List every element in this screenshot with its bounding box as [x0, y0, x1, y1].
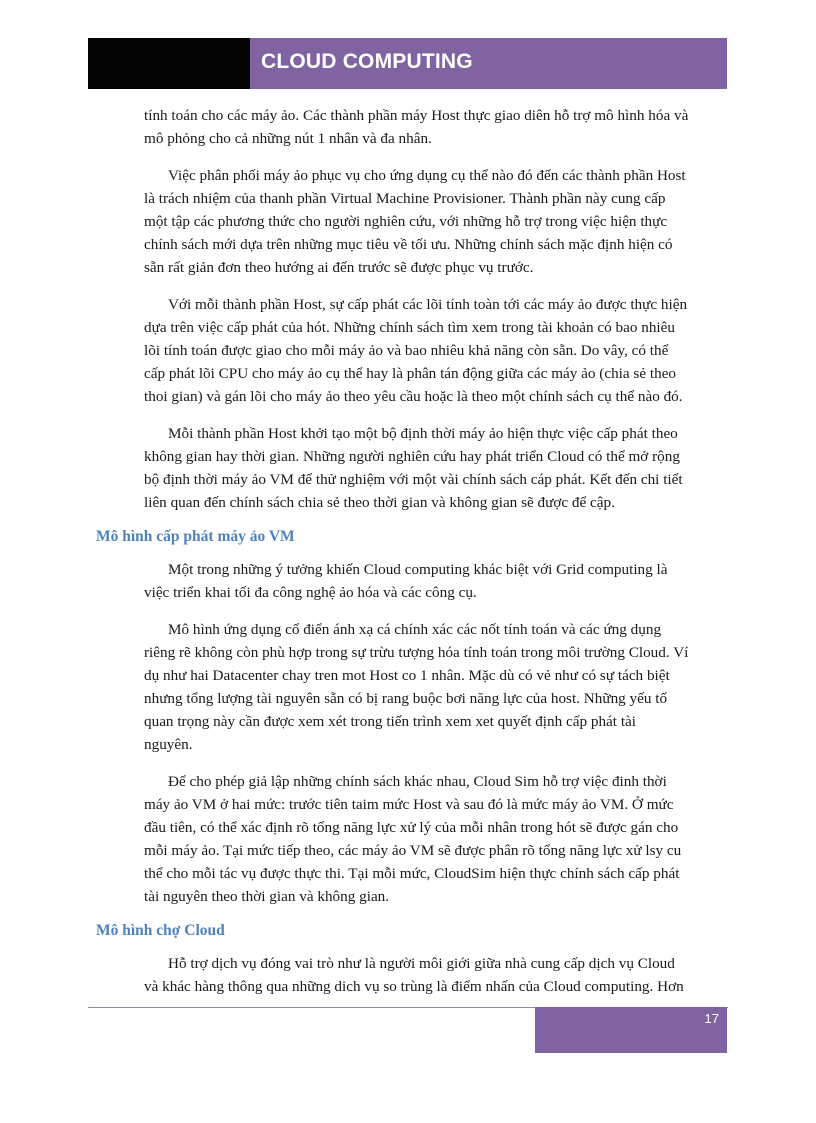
text-line: quan trọng này cần được xem xét trong tiến trình xem xet quyết định cấp phát tài: [144, 713, 636, 730]
text-line: chính sách mới dựa trên những mục tiêu về tối ưu. Những chính sách mặc định hiện có: [144, 236, 673, 253]
text-line: tính toán cho các máy ảo. Các thành phần máy Host thực giao diên hỗ trợ mô hình hóa và: [144, 107, 689, 124]
paragraph-2: [90, 164, 730, 279]
text-line: mô phỏng cho cả những nút 1 nhân và đa nhân.: [144, 130, 432, 147]
text-line: máy ảo VM ở hai mức: trước tiên taim mức Host và sau đó là mức máy ảo VM. Ở mức: [144, 796, 674, 813]
text-line: một tập các phương thức cho người nghiên cứu, với những hỗ trợ trong việc hiện thực: [144, 213, 668, 230]
text-line: liên quan đến chính sách chia sẻ theo thời gian và không gian sẽ được để cập.: [144, 494, 615, 511]
section1-paragraph-2: [90, 618, 730, 756]
paragraph-4: [90, 422, 730, 514]
text-line: sẵn rất giản đơn theo hướng ai đến trước sẽ được phục vụ trước.: [144, 259, 534, 276]
text-line: Để cho phép giả lập những chính sách khác nhau, Cloud Sim hỗ trợ việc đinh thời: [168, 773, 667, 790]
header-black-block: [88, 38, 250, 89]
section1-paragraph-3: [90, 770, 730, 908]
section-heading-vm-allocation: Mô hình cấp phát máy ảo VM: [96, 528, 295, 545]
page-content: [90, 104, 730, 1012]
text-line: cấp phát lõi CPU cho máy ảo cụ thể hay là phân tán động giữa các máy ảo (chia sẻ theo: [144, 365, 677, 382]
text-line: tài nguyên theo thời gian và không gian.: [144, 888, 390, 905]
text-line: thể cho mỗi tác vụ được thực thi. Tại mỗi mức, CloudSim hiện thực chính sách cấp phát: [144, 865, 680, 882]
text-line: đầu tiên, có thể xác định rõ tổng năng lực xử lý của mỗi nhân trong hót sẽ được gán cho: [144, 819, 679, 836]
paragraph-3: [90, 293, 730, 408]
section2-paragraph-1: [90, 952, 730, 998]
header-title: CLOUD COMPUTING: [261, 50, 473, 73]
text-line: Với mỗi thành phần Host, sự cấp phát các lõi tính toàn tới các máy ảo được thực hiện: [168, 296, 688, 313]
section-heading-cloud-market: Mô hình chợ Cloud: [96, 922, 225, 939]
text-line: nguyên.: [144, 736, 193, 753]
text-line: là trách nhiệm của thanh phần Virtual Machine Provisioner. Thành phần này cung cấp: [144, 190, 666, 207]
text-line: và khác hàng thông qua những dich vụ so trùng là điểm nhấn của Cloud computing. Hơn: [144, 978, 684, 995]
paragraph-1: [90, 104, 730, 150]
header-banner: [250, 38, 727, 89]
text-line: dụ như hai Datacenter chay tren mot Host co 1 nhân. Mặc dù có vẻ như có sự tách biệt: [144, 667, 670, 684]
text-line: Hỗ trợ dịch vụ đóng vai trò như là người môi giới giữa nhà cung cấp dịch vụ Cloud: [168, 955, 675, 972]
text-line: Một trong những ý tưởng khiến Cloud computing khác biệt với Grid computing là: [168, 561, 668, 578]
text-line: thoi gian) và gán lõi cho máy ảo theo yêu cầu hoặc là theo một chính sách cụ thể nào đó.: [144, 388, 683, 405]
text-line: nhưng tổng lượng tài nguyên sẵn có bị rang buộc bơi năng lực của host. Những yếu tố: [144, 690, 668, 707]
text-line: không gian hay thời gian. Những người nghiên cứu hay phát triển Cloud có thể mở rộng: [144, 448, 680, 465]
text-line: việc triển khai tối đa công nghệ ảo hóa và các công cụ.: [144, 584, 477, 601]
text-line: riêng rẽ không còn phù hợp trong sự trừu tượng hóa tính toán trong môi trường Cloud. Ví: [144, 644, 689, 661]
section1-paragraph-1: [90, 558, 730, 604]
text-line: mỗi máy ảo. Tại mức tiếp theo, các máy ảo VM sẽ được phân rõ tổng năng lực xử lsy cu: [144, 842, 682, 859]
page-number: 17: [704, 1011, 719, 1026]
text-line: lõi tính toán được giao cho mỗi máy ảo và bao nhiêu khả năng còn sẵn. Do vây, có thể: [144, 342, 669, 359]
text-line: dựa trên việc cấp phát của hót. Những chính sách tìm xem trong tài khoản có bao nhiêu: [144, 319, 675, 336]
text-line: Mỗi thành phần Host khởi tạo một bộ định thời máy ảo hiện thực việc cấp phát theo: [168, 425, 678, 442]
text-line: Việc phân phối máy ảo phục vụ cho ứng dụng cụ thể nào đó đến các thành phần Host: [168, 167, 686, 184]
footer-page-box: [535, 1007, 727, 1053]
text-line: bộ định thời máy ảo VM để thử nghiệm với một vài chính sách cáp phát. Kết đến chi tiết: [144, 471, 683, 488]
text-line: Mô hình ứng dụng cổ điển ánh xạ cá chính xác các nốt tính toán và các ứng dụng: [168, 621, 662, 638]
